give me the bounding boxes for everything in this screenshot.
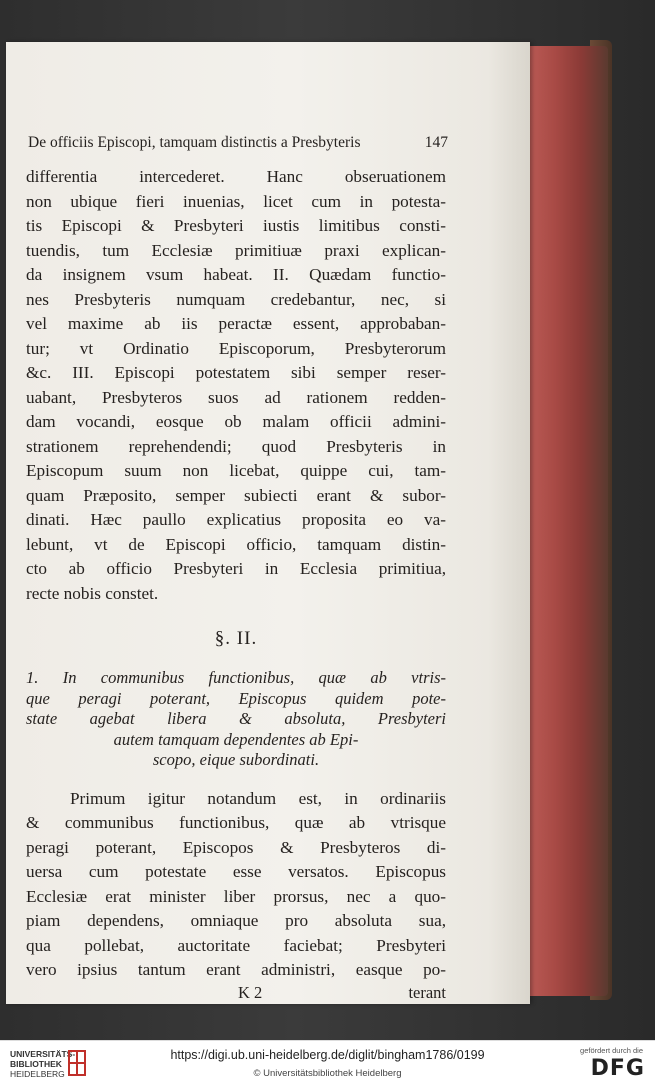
text-line: state agebat libera & absoluta, Presbyteri bbox=[26, 709, 446, 728]
funding-note: gefördert durch die bbox=[580, 1046, 643, 1055]
text-line: cto ab officio Presbyteri in Ecclesia primitiua, bbox=[26, 559, 446, 578]
page-url-link[interactable]: https://digi.ub.uni-heidelberg.de/diglit/bingham1786/0199 bbox=[170, 1048, 485, 1062]
text-line: lebunt, vt de Episcopi officio, tamquam distin- bbox=[26, 534, 446, 554]
running-head-title: De officiis Episcopi, tamquam distinctis a Presbyteris bbox=[28, 134, 361, 151]
text-line: quam Præposito, semper subiecti erant & subor- bbox=[26, 485, 446, 505]
paragraph-1 bbox=[26, 165, 446, 606]
copyright-note: © Universitätsbibliothek Heidelberg bbox=[253, 1068, 402, 1079]
text-line: uersa cum potestate esse versatos. Episcopus bbox=[26, 862, 446, 881]
dfg-logo[interactable]: DFG bbox=[590, 1056, 645, 1081]
section-heading: §. II. bbox=[214, 628, 258, 649]
page-edges bbox=[520, 46, 608, 996]
library-name-line2: BIBLIOTHEK bbox=[10, 1059, 62, 1069]
paragraph-2 bbox=[26, 787, 446, 983]
page-number: 147 bbox=[424, 134, 448, 151]
text-line: dam vocandi, eosque ob malam officii admini- bbox=[26, 412, 446, 431]
text-line: tur; vt Ordinatio Episcoporum, Presbyterorum bbox=[26, 338, 446, 358]
section-summary bbox=[26, 668, 446, 771]
running-head bbox=[28, 134, 448, 152]
text-line: peragi poterant, Episcopos & Presbyteros di- bbox=[26, 837, 446, 857]
text-line: qua pollebat, auctoritate faciebat; Presbyteri bbox=[26, 935, 446, 955]
text-line: &c. III. Episcopi potestatem sibi semper reser- bbox=[26, 363, 446, 382]
text-line: scopo, eique subordinati. bbox=[152, 750, 320, 769]
text-line: Primum igitur notandum est, in ordinariis bbox=[70, 788, 446, 808]
page-text bbox=[26, 165, 446, 1007]
viewer-footer bbox=[0, 1040, 655, 1087]
text-line: piam dependens, omniaque pro absoluta sua, bbox=[26, 911, 446, 930]
text-line: recte nobis constet. bbox=[26, 583, 159, 603]
text-line: & communibus functionibus, quæ ab vtrisque bbox=[26, 813, 446, 832]
text-line: autem tamquam dependentes ab Epi- bbox=[113, 729, 359, 749]
text-line: non ubique fieri inuenias, licet cum in potesta- bbox=[26, 191, 446, 211]
text-line: dinati. Hæc paullo explicatius proposita eo va- bbox=[26, 510, 446, 529]
text-line: da insignem vsum habeat. II. Quædam functio- bbox=[26, 265, 446, 284]
text-line: tuendis, tum Ecclesiæ primitiuæ praxi explican- bbox=[26, 240, 446, 260]
text-line: vel maxime ab iis peractæ essent, approbaban- bbox=[26, 314, 446, 333]
text-line: Episcopum suum non licebat, quippe cui, tam- bbox=[26, 461, 446, 480]
catchword: terant bbox=[408, 982, 446, 1002]
text-line: differentia intercederet. Hanc obseruationem bbox=[26, 167, 446, 186]
library-name-line3: HEIDELBERG bbox=[10, 1069, 65, 1079]
text-line: vero ipsius tantum erant administri, easque po- bbox=[26, 960, 446, 979]
signature-line bbox=[26, 983, 446, 1007]
text-line: Ecclesiæ erat minister liber prorsus, nec a quo- bbox=[26, 886, 446, 906]
text-line: que peragi poterant, Episcopus quidem pote- bbox=[26, 688, 446, 708]
text-line: strationem reprehendendi; quod Presbyteris in bbox=[26, 436, 446, 456]
text-line: nes Presbyteris numquam credebantur, nec, si bbox=[26, 289, 446, 309]
text-line: tis Episcopi & Presbyteri iustis limitibus consti- bbox=[26, 216, 446, 235]
text-line: uabant, Presbyteros suos ad rationem redden- bbox=[26, 387, 446, 407]
text-line: 1. In communibus functionibus, quæ ab vtris- bbox=[26, 668, 446, 687]
signature-mark: K 2 bbox=[238, 982, 263, 1002]
library-name-line1: UNIVERSITÄTS- bbox=[10, 1049, 76, 1059]
